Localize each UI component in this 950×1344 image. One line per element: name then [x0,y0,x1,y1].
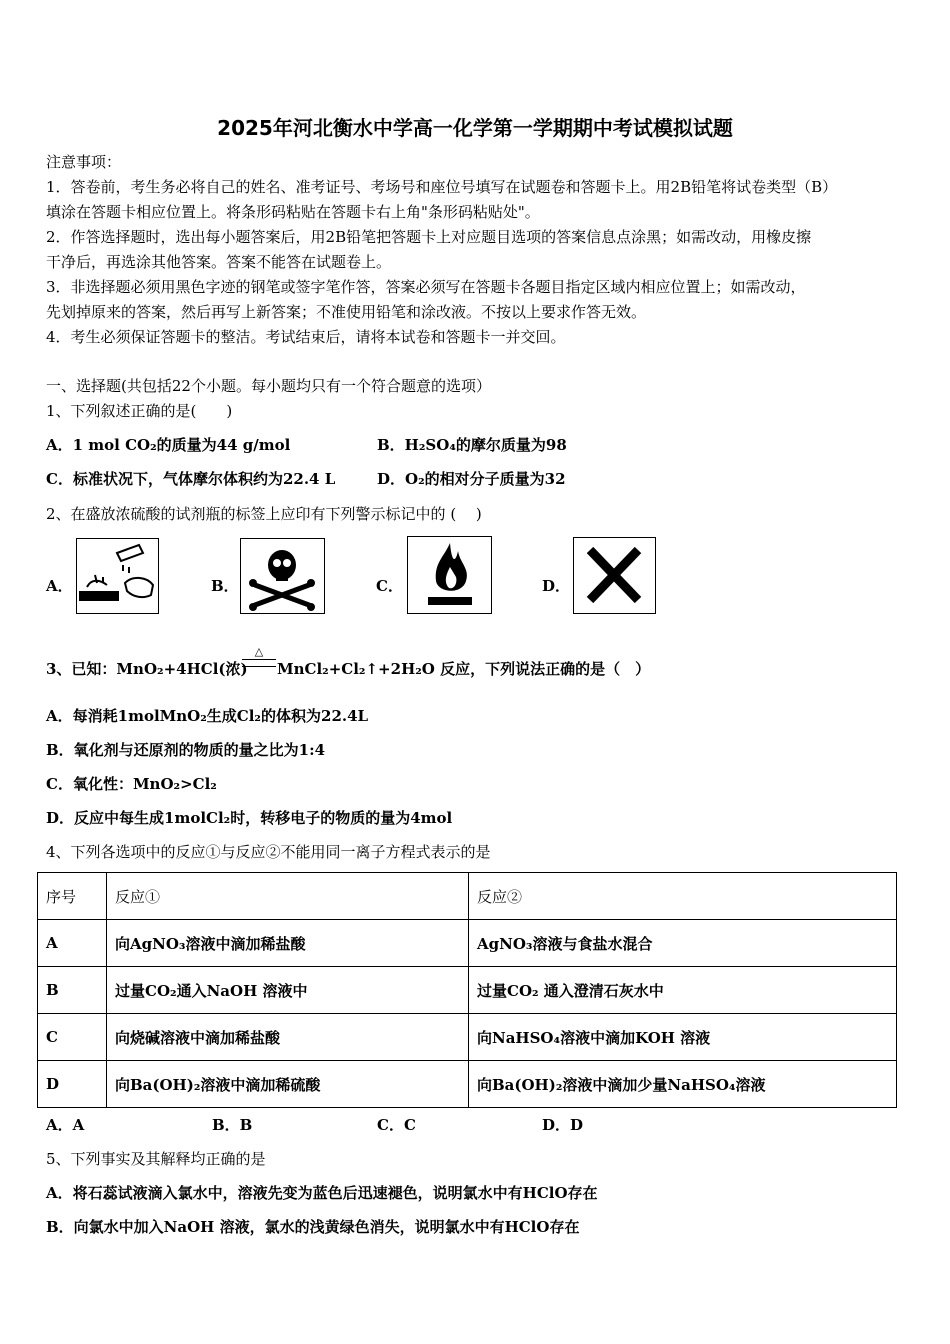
q3-option-b[interactable]: B．氧化剂与还原剂的物质的量之比为1:4 [46,741,326,759]
q1-option-a[interactable]: A．1 mol CO₂的质量为44 g/mol [46,436,291,454]
notice-line: 3．非选择题必须用黑色字迹的钢笔或签字笔作答，答案必须写在答题卡各题目指定区域内相应位置上；如需改动， [46,278,806,296]
table-cell: AgNO₃溶液与食盐水混合 [469,920,897,967]
table-cell: 向Ba(OH)₂溶液中滴加少量NaHSO₄溶液 [469,1061,897,1108]
notice-line: 2．作答选择题时，选出每小题答案后，用2B铅笔把答题卡上对应题目选项的答案信息点涂黑；如需改动，用橡皮擦 [46,228,812,246]
table-cell: B [38,967,107,1014]
q4-option-d[interactable]: D．D [542,1116,584,1134]
page-title: 2025年河北衡水中学高一化学第一学期期中考试模拟试题 [217,116,733,140]
q2-option-c-label[interactable]: C． [376,577,403,595]
table-header: 序号 [38,873,107,920]
table-row [38,967,897,1014]
reaction-table [37,872,897,1108]
equals-arrow [242,659,276,667]
table-cell: C [38,1014,107,1061]
section-heading: 一、选择题(共包括22个小题。每小题均只有一个符合题意的选项） [46,377,491,395]
table-cell: 向Ba(OH)₂溶液中滴加稀硫酸 [107,1061,469,1108]
question-3-stem-suffix: MnCl₂+Cl₂↑+2H₂O 反应，下列说法正确的是（ ） [277,660,651,678]
question-4-stem: 4、下列各选项中的反应①与反应②不能用同一离子方程式表示的是 [46,843,491,861]
table-cell: 过量CO₂通入NaOH 溶液中 [107,967,469,1014]
q4-option-a[interactable]: A．A [46,1116,85,1134]
table-cell: 向烧碱溶液中滴加稀盐酸 [107,1014,469,1061]
heat-condition: △ [254,645,264,658]
table-cell: A [38,920,107,967]
notice-line: 1．答卷前，考生务必将自己的姓名、准考证号、考场号和座位号填写在试题卷和答题卡上。用2B铅笔将试卷类型（B） [46,178,838,196]
question-5-stem: 5、下列事实及其解释均正确的是 [46,1150,266,1168]
q4-option-c[interactable]: C．C [377,1116,416,1134]
q5-option-a[interactable]: A．将石蕊试液滴入氯水中，溶液先变为蓝色后迅速褪色，说明氯水中有HClO存在 [46,1184,598,1202]
q1-option-d[interactable]: D．O₂的相对分子质量为32 [377,470,566,488]
harmful-x-icon[interactable] [573,537,656,614]
q3-option-d[interactable]: D．反应中每生成1molCl₂时，转移电子的物质的量为4mol [46,809,453,827]
table-header-row [38,873,897,920]
table-header: 反应② [469,873,897,920]
q5-option-b[interactable]: B．向氯水中加入NaOH 溶液，氯水的浅黄绿色消失，说明氯水中有HClO存在 [46,1218,580,1236]
table-row [38,1014,897,1061]
notice-line: 填涂在答题卡相应位置上。将条形码粘贴在答题卡右上角"条形码粘贴处"。 [46,203,540,221]
q2-option-b-label[interactable]: B． [211,577,239,595]
question-3-stem-prefix: 3、已知：MnO₂+4HCl(浓) [46,660,248,678]
table-cell: 向AgNO₃溶液中滴加稀盐酸 [107,920,469,967]
table-header: 反应① [107,873,469,920]
notice-line: 先划掉原来的答案，然后再写上新答案；不准使用铅笔和涂改液。不按以上要求作答无效。 [46,303,647,321]
q4-option-b[interactable]: B．B [212,1116,253,1134]
q2-option-a-label[interactable]: A． [46,577,73,595]
table-cell: 向NaHSO₄溶液中滴加KOH 溶液 [469,1014,897,1061]
question-1-stem: 1、下列叙述正确的是( ) [46,402,233,420]
q1-option-b[interactable]: B．H₂SO₄的摩尔质量为98 [377,436,567,454]
q3-option-c[interactable]: C．氧化性：MnO₂>Cl₂ [46,775,217,793]
corrosive-icon[interactable] [76,538,159,614]
notice-heading: 注意事项： [46,153,122,171]
notice-line: 4．考生必须保证答题卡的整洁。考试结束后，请将本试卷和答题卡一并交回。 [46,328,566,346]
q3-option-a[interactable]: A．每消耗1molMnO₂生成Cl₂的体积为22.4L [46,707,369,725]
table-row [38,1061,897,1108]
question-2-stem: 2、在盛放浓硫酸的试剂瓶的标签上应印有下列警示标记中的 ( ) [46,505,482,523]
table-row [38,920,897,967]
notice-line: 干净后，再选涂其他答案。答案不能答在试题卷上。 [46,253,392,271]
q1-option-c[interactable]: C．标准状况下，气体摩尔体积约为22.4 L [46,470,336,488]
q2-option-d-label[interactable]: D． [542,577,571,595]
toxic-skull-icon[interactable] [240,538,325,614]
table-cell: 过量CO₂ 通入澄清石灰水中 [469,967,897,1014]
flammable-icon[interactable] [407,536,492,614]
table-cell: D [38,1061,107,1108]
